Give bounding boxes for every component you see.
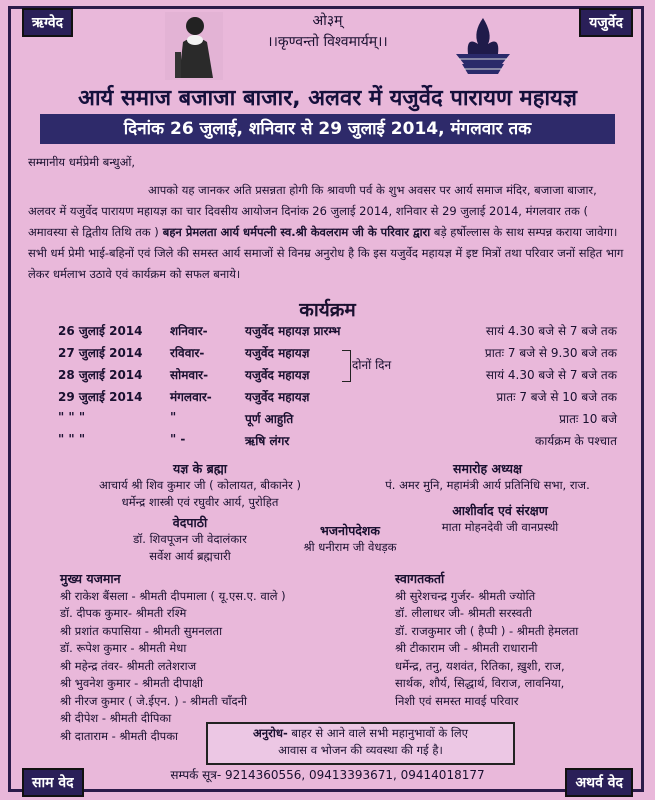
schedule-date: 26 जुलाई 2014 bbox=[58, 324, 143, 338]
schedule-day: रविवार- bbox=[170, 346, 205, 360]
schedule-row bbox=[0, 388, 655, 408]
corner-label-samaveda: साम वेद bbox=[22, 768, 84, 797]
section-line: माता मोहनदेवी जी वानप्रस्थी bbox=[441, 520, 559, 534]
section-heading: समारोह अध्यक्ष bbox=[453, 461, 522, 476]
schedule-event: ऋषि लंगर bbox=[245, 434, 290, 448]
schedule-row bbox=[0, 322, 655, 342]
section-line: डॉ. दीपक कुमार- श्रीमती रश्मि bbox=[60, 606, 187, 620]
bracket-label: दोनों दिन bbox=[352, 358, 392, 372]
section-line: आचार्य श्री शिव कुमार जी ( कोलायत, बीकानेर ) bbox=[98, 478, 302, 492]
section-line: श्री महेन्द्र तंवर- श्रीमती लतेशराज bbox=[60, 658, 197, 673]
schedule-day: " bbox=[170, 410, 177, 424]
samaroh-section bbox=[350, 460, 625, 494]
schedule-time: प्रातः 10 बजे bbox=[559, 412, 617, 426]
section-heading: यज्ञ के ब्रह्मा bbox=[173, 461, 227, 476]
page-title: आर्य समाज बजाजा बाजार, अलवर में यजुर्वेद पारायण महायज्ञ bbox=[78, 86, 577, 111]
schedule-day: सोमवार- bbox=[170, 368, 209, 382]
schedule-bracket bbox=[342, 350, 351, 382]
schedule-event: यजुर्वेद महायज्ञ bbox=[245, 390, 310, 404]
section-line: श्री प्रशांत कपासिया - श्रीमती सुमनलता bbox=[60, 623, 223, 638]
corner-label-rigveda: ऋग्वेद bbox=[22, 8, 73, 37]
request-text: बाहर से आने वाले सभी महानुभावों के लिए bbox=[287, 726, 468, 740]
schedule-row bbox=[0, 410, 655, 430]
section-heading: स्वागतकर्ता bbox=[395, 571, 445, 586]
schedule-row bbox=[0, 432, 655, 452]
paragraph-rest: बड़े हर्षोल्लास के साथ सम्पन्न कराया जावेगा। सभी धर्म प्रेमी भाई-बहिनों एवं जिले की समस्त आर्य समाजों से विनम्र अनुरोध है कि इस यजुर्वेद महायज्ञ में इष्ट मित्रों तथा परिवार जनों सहित भाग लेकर धर्मलाभ उठावे एवं कार्यक्रम को सफल बनाये। bbox=[28, 225, 624, 281]
section-line: डॉ. रूपेश कुमार - श्रीमती मेधा bbox=[60, 641, 187, 655]
bhajan-section bbox=[280, 522, 420, 556]
schedule-row bbox=[0, 366, 655, 386]
request-box bbox=[206, 722, 515, 765]
contact-numbers: सम्पर्क सूत्र- 9214360556, 09413393671, 09414018177 bbox=[170, 768, 485, 782]
section-heading: भजनोपदेशक bbox=[319, 523, 381, 538]
section-line: श्री टीकाराम जी - श्रीमती राधारानी bbox=[395, 641, 538, 655]
section-line: श्री भुवनेश कुमार - श्रीमती दीपाक्षी bbox=[60, 676, 203, 690]
motto: ।।कृण्वन्तो विश्वमार्यम्।। bbox=[267, 34, 388, 50]
schedule-time: सायं 4.30 बजे से 7 बजे तक bbox=[485, 324, 617, 338]
paragraph-intro: आपको यह जानकर अति प्रसन्नता होगी कि श्रावणी पर्व के शुभ अवसर पर आर्य समाज मंदिर, बजाजा बाजार, अलवर में यजुर्वेद पारायण महायज्ञ का चार दिवसीय आयोजन दिनांक 26 जुलाई 2014, शनिवार से 29 जुलाई 2014, मंगलवार तक ( अमावस्या से द्वितीय तिथि तक ) bbox=[28, 183, 597, 239]
invitation-paragraph bbox=[28, 180, 628, 285]
section-line: डॉ. लीलाधर जी- श्रीमती सरस्वती bbox=[395, 606, 532, 620]
schedule-day: शनिवार- bbox=[170, 324, 208, 338]
schedule-time: कार्यक्रम के पश्चात bbox=[534, 434, 617, 448]
date-range-banner: दिनांक 26 जुलाई, शनिवार से 29 जुलाई 2014, मंगलवार तक bbox=[40, 114, 615, 144]
corner-label-yajurveda: यजुर्वेद bbox=[579, 8, 633, 37]
om-heading: ओ३म् bbox=[312, 13, 343, 29]
request-line-1 bbox=[208, 725, 513, 742]
corner-label-atharvaveda: अथर्व वेद bbox=[565, 768, 633, 797]
section-line: पं. अमर मुनि, महामंत्री आर्य प्रतिनिधि सभा, राज. bbox=[385, 478, 590, 492]
schedule-date: 29 जुलाई 2014 bbox=[58, 390, 143, 404]
schedule-time: सायं 4.30 बजे से 7 बजे तक bbox=[485, 368, 617, 382]
greeting: सम्मानीय धर्मप्रेमी बन्धुओं, bbox=[28, 155, 135, 169]
section-heading: आशीर्वाद एवं संरक्षण bbox=[452, 503, 548, 518]
request-label: अनुरोध- bbox=[253, 726, 288, 740]
schedule-event: यजुर्वेद महायज्ञ प्रारम्भ bbox=[245, 324, 341, 338]
section-line: डॉ. राजकुमार जी ( हैप्पी ) - श्रीमती हेमलता bbox=[395, 623, 579, 638]
section-heading: वेदपाठी bbox=[172, 515, 208, 530]
paragraph-host: बहन प्रेमलता आर्य धर्मपत्नी स्व.श्री केवलराम जी के परिवार द्वारा bbox=[158, 225, 431, 239]
swagat-section bbox=[395, 570, 635, 710]
request-line-2: आवास व भोजन की व्यवस्था की गई है। bbox=[278, 743, 443, 757]
schedule-date: 27 जुलाई 2014 bbox=[58, 346, 143, 360]
section-line: श्री धनीराम जी वेधड़क bbox=[303, 540, 397, 554]
yajna-brahma-section bbox=[60, 460, 340, 511]
section-line: श्री सुरेशचन्द्र गुर्जर- श्रीमती ज्योति bbox=[395, 588, 536, 603]
schedule-date: " " " bbox=[58, 432, 86, 446]
schedule-day: " - bbox=[170, 432, 186, 446]
section-line: श्री राकेश बैंसला - श्रीमती दीपमाला ( यू.एस.ए. वाले ) bbox=[60, 588, 286, 603]
schedule-time: प्रातः 7 बजे से 9.30 बजे तक bbox=[484, 346, 617, 360]
schedule-date: 28 जुलाई 2014 bbox=[58, 368, 143, 382]
schedule-event: यजुर्वेद महायज्ञ bbox=[245, 368, 310, 382]
schedule-event: पूर्ण आहुति bbox=[245, 412, 294, 426]
schedule-time: प्रातः 7 बजे से 10 बजे तक bbox=[496, 390, 617, 404]
vedpathi-section bbox=[90, 514, 290, 565]
section-line: श्री दीपेश - श्रीमती दीपिका bbox=[60, 711, 172, 725]
section-line: सर्वेश आर्य ब्रह्मचारी bbox=[149, 549, 231, 563]
section-line: निशी एवं समस्त मावई परिवार bbox=[395, 693, 519, 708]
section-heading: मुख्य यजमान bbox=[60, 571, 121, 586]
schedule-title: कार्यक्रम bbox=[299, 299, 356, 321]
schedule-row bbox=[0, 344, 655, 364]
schedule-date: " " " bbox=[58, 410, 86, 424]
schedule-event: यजुर्वेद महायज्ञ bbox=[245, 346, 310, 360]
section-line: सार्थक, शौर्य, सिद्धार्थ, विराज, लावनिया, bbox=[395, 676, 565, 690]
section-line: श्री नीरज कुमार ( जे.ईएन. ) - श्रीमती चाँदनी bbox=[60, 693, 247, 708]
section-line: श्री दाताराम - श्रीमती दीपका bbox=[60, 728, 179, 743]
section-line: धर्मेन्द्र, तनु, यशवंत, रितिका, ख़ुशी, राज, bbox=[395, 658, 565, 673]
schedule-day: मंगलवार- bbox=[170, 390, 212, 404]
yajman-section bbox=[60, 570, 350, 745]
section-line: डॉ. शिवपूजन जी वेदालंकार bbox=[133, 532, 247, 546]
section-line: धर्मेन्द्र शास्त्री एवं रघुवीर आर्य, पुरोहित bbox=[121, 495, 279, 509]
